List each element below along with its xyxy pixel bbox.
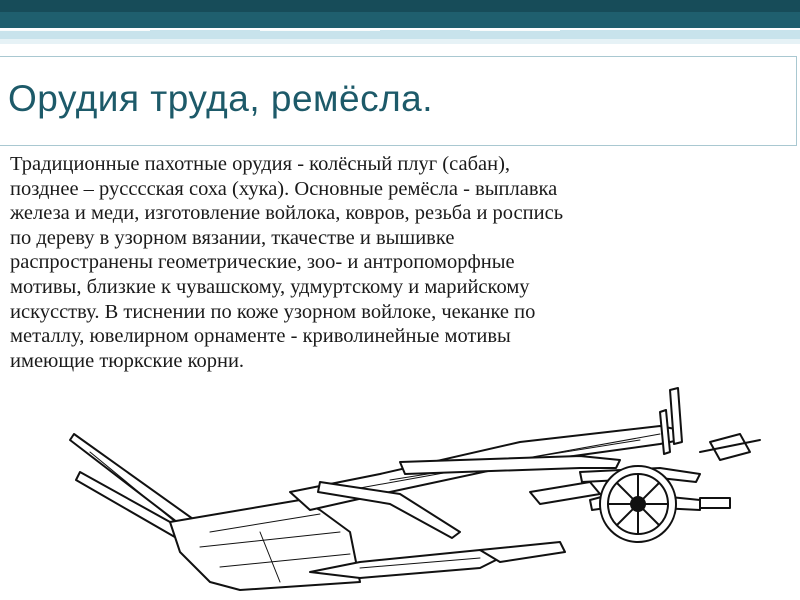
header-band-top [0,0,800,12]
body-line: искусству. В тиснении по коже узорном войлоке, чеканке по [10,300,536,323]
slide-title: Орудия труда, ремёсла. [8,78,434,119]
header-band [0,0,800,44]
body-line: распространены геометрические, зоо- и антропоморфные [10,251,515,274]
header-stripe [0,29,150,31]
body-line: железа и меди, изготовление войлока, ковров, резьба и роспись [10,202,564,225]
header-stripe [260,29,380,31]
header-stripe [470,29,560,31]
body-line: позднее – русссская соха (хука). Основные ремёсла - выплавка [10,177,558,200]
body-line: имеющие тюркские корни. [10,349,245,372]
body-line: Традиционные пахотные орудия - колёсный плуг (сабан), [10,153,511,175]
header-band-light [0,30,800,39]
body-line: мотивы, близкие к чувашскому, удмуртскому и марийскому [10,275,530,298]
body-line: по дереву в узорном вязании, ткачестве и вышивке [10,226,455,249]
body-line: металлу, ювелирном орнаменте - криволинейные мотивы [10,325,511,348]
header-band-lighter [0,39,800,44]
wheeled-plough-illustration [60,382,800,600]
slide-body [10,152,790,373]
